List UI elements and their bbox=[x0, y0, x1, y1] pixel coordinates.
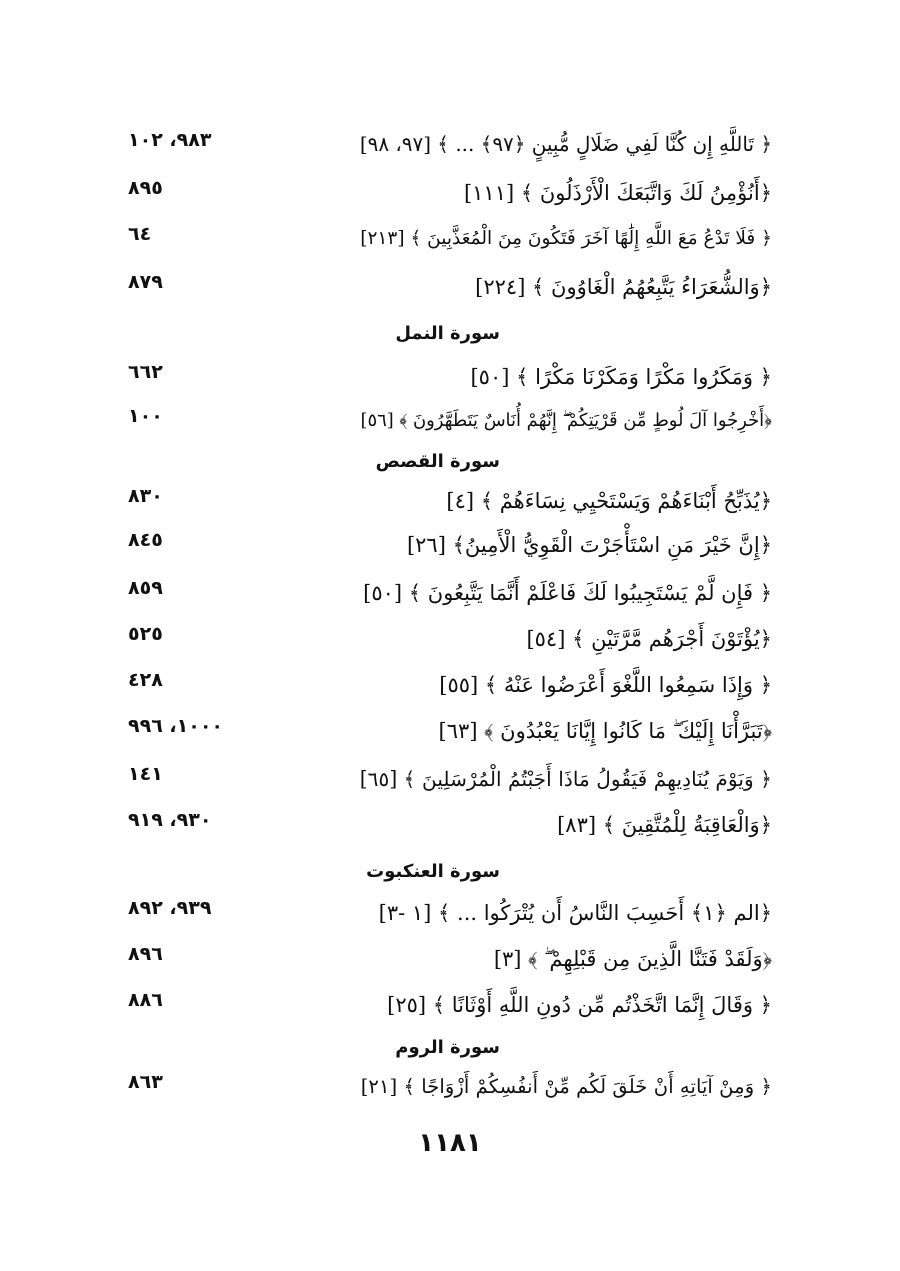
page-references: ٨٣٠ bbox=[128, 485, 163, 507]
index-entry-row bbox=[0, 944, 900, 984]
index-entry-row bbox=[0, 224, 900, 264]
verse-text: ﴿إِنَّ خَيْرَ مَنِ اسْتَأْجَرْتَ الْقَوِيُّ الْأَمِينُ﴾ [٢٦] bbox=[406, 533, 772, 557]
verse-text: ﴿يُذَبِّحُ أَبْنَاءَهُمْ وَيَسْتَحْيِي نِسَاءَهُمْ ﴾ [٤] bbox=[446, 489, 772, 513]
page-number: ١١٨١ bbox=[418, 1128, 482, 1158]
verse-text: ﴿ وَقَالَ إِنَّمَا اتَّخَذْتُم مِّن دُونِ اللَّهِ أَوْثَانًا ﴾ [٢٥] bbox=[387, 993, 772, 1017]
verse-text: ﴿ وَمَكَرُوا مَكْرًا وَمَكَرْنَا مَكْرًا ﴾ [٥٠] bbox=[470, 365, 772, 389]
index-entry-row bbox=[0, 764, 900, 804]
verse-text: ﴿أَنُؤْمِنُ لَكَ وَاتَّبَعَكَ الْأَرْذَلُونَ ﴾ [١١١] bbox=[463, 181, 772, 205]
verse-text: ﴿وَلَقَدْ فَتَنَّا الَّذِينَ مِن قَبْلِهِمْ ۖ ﴾ [٣] bbox=[493, 947, 772, 971]
surah-heading bbox=[0, 858, 900, 888]
surah-heading-text: سورة العنكبوت bbox=[366, 861, 500, 882]
page-references: ٨٨٦ bbox=[128, 989, 163, 1011]
verse-text: ﴿ تَاللَّهِ إِن كُنَّا لَفِي ضَلَالٍ مُّبِينٍ ﴿٩٧﴾ ... ﴾ [٩٧، ٩٨] bbox=[359, 133, 772, 156]
index-entry-row bbox=[0, 406, 900, 446]
index-entry-row bbox=[0, 362, 900, 402]
index-entry-row bbox=[0, 530, 900, 570]
verse-text: ﴿ فَلَا تَدْعُ مَعَ اللَّهِ إِلَٰهًا آخَرَ فَتَكُونَ مِنَ الْمُعَذَّبِينَ ﴾ [٢١٣] bbox=[360, 228, 772, 249]
verse-text: ﴿ وَيَوْمَ يُنَادِيهِمْ فَيَقُولُ مَاذَا أَجَبْتُمُ الْمُرْسَلِينَ ﴾ [٦٥] bbox=[359, 767, 772, 791]
page-references: ١٠٠٠، ٩٩٦ bbox=[128, 715, 224, 737]
index-entry-row bbox=[0, 578, 900, 618]
surah-heading bbox=[0, 320, 900, 350]
verse-text: ﴿ وَإِذَا سَمِعُوا اللَّغْوَ أَعْرَضُوا عَنْهُ ﴾ [٥٥] bbox=[439, 673, 772, 697]
page-references: ٩٣٩، ٨٩٢ bbox=[128, 897, 212, 919]
page-references: ٦٤ bbox=[128, 223, 152, 245]
index-entry-row bbox=[0, 624, 900, 664]
page-references: ٨٩٦ bbox=[128, 943, 163, 965]
index-entry-row bbox=[0, 130, 900, 170]
surah-heading-text: سورة الروم bbox=[395, 1037, 500, 1058]
surah-heading bbox=[0, 1034, 900, 1064]
index-entry-row bbox=[0, 670, 900, 710]
page-references: ٩٣٠، ٩١٩ bbox=[128, 809, 212, 831]
index-entry-row bbox=[0, 486, 900, 526]
page-references: ٨٦٣ bbox=[128, 1071, 163, 1093]
verse-text: ﴿الم ﴿١﴾ أَحَسِبَ النَّاسُ أَن يُتْرَكُوا ... ﴾ [١ -٣] bbox=[378, 901, 772, 925]
page-references: ٨٧٩ bbox=[128, 271, 163, 293]
verse-text: ﴿أَخْرِجُوا آلَ لُوطٍ مِّن قَرْيَتِكُمْ ۖ إِنَّهُمْ أُنَاسٌ يَتَطَهَّرُونَ ﴾ [٥٦] bbox=[360, 410, 772, 431]
verse-text: ﴿تَبَرَّأْنَا إِلَيْكَ ۖ مَا كَانُوا إِيَّانَا يَعْبُدُونَ ﴾ [٦٣] bbox=[438, 719, 772, 743]
verse-text: ﴿وَالشُّعَرَاءُ يَتَّبِعُهُمُ الْغَاوُونَ ﴾ [٢٢٤] bbox=[475, 275, 772, 299]
verse-text: ﴿وَالْعَاقِبَةُ لِلْمُتَّقِينَ ﴾ [٨٣] bbox=[557, 813, 772, 837]
verse-text: ﴿ فَإِن لَّمْ يَسْتَجِيبُوا لَكَ فَاعْلَمْ أَنَّمَا يَتَّبِعُونَ ﴾ [٥٠] bbox=[363, 581, 772, 605]
surah-heading bbox=[0, 448, 900, 478]
verse-text: ﴿ وَمِنْ آيَاتِهِ أَنْ خَلَقَ لَكُم مِّنْ أَنفُسِكُمْ أَزْوَاجًا ﴾ [٢١] bbox=[360, 1075, 772, 1098]
surah-heading-text: سورة القصص bbox=[375, 451, 500, 472]
page-references: ٥٢٥ bbox=[128, 623, 163, 645]
page-references: ٨٥٩ bbox=[128, 577, 163, 599]
verse-text: ﴿يُؤْتَوْنَ أَجْرَهُم مَّرَّتَيْنِ ﴾ [٥٤] bbox=[526, 627, 772, 651]
index-entry-row bbox=[0, 810, 900, 850]
page-references: ٤٢٨ bbox=[128, 669, 163, 691]
index-entry-row bbox=[0, 716, 900, 756]
page-references: ٩٨٣، ١٠٢ bbox=[128, 129, 212, 151]
index-entry-row bbox=[0, 898, 900, 938]
surah-heading-text: سورة النمل bbox=[395, 323, 500, 344]
page-references: ٨٩٥ bbox=[128, 177, 163, 199]
page-references: ٨٤٥ bbox=[128, 529, 163, 551]
page-references: ١٠٠ bbox=[128, 405, 163, 427]
index-entry-row bbox=[0, 272, 900, 312]
index-entry-row bbox=[0, 990, 900, 1030]
index-entry-row bbox=[0, 178, 900, 218]
page-references: ١٤١ bbox=[128, 763, 163, 785]
page-references: ٦٦٢ bbox=[128, 361, 163, 383]
index-entry-row bbox=[0, 1072, 900, 1112]
